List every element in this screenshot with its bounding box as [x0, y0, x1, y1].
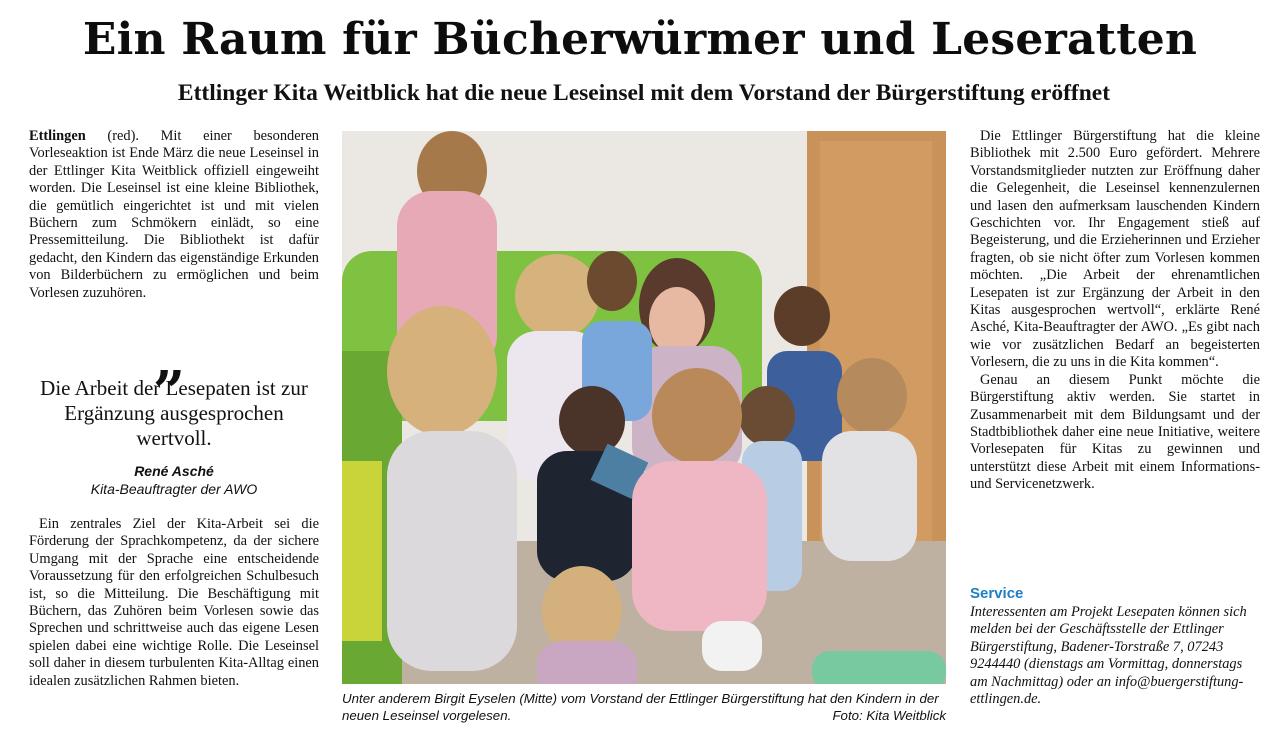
- article-body-column-right: [970, 128, 1260, 494]
- photo-illustration: [342, 131, 946, 684]
- headline: Ein Raum für Bücherwürmer und Leseratten: [82, 14, 1198, 65]
- photo-caption-block: [342, 690, 946, 724]
- quote-author-role: Kita-Beauftragter der AWO: [90, 481, 258, 497]
- service-text: Interessenten am Projekt Lesepaten können sich melden bei der Geschäftsstelle der Ettlinger Bürgerstiftung, Badener-Torstraße 7, 07243 9244440 (dienstags am Vormittag, donnerstags am Nachmittag) oder an info@buergerstiftung-ettlingen.de.: [970, 604, 1247, 708]
- pull-quote: Die Arbeit der Lesepaten ist zur Ergänzung ausgesprochen wertvoll.: [40, 376, 308, 450]
- article-intro-column: [29, 128, 319, 302]
- subheadline: Ettlinger Kita Weitblick hat die neue Leseinsel mit dem Vorstand der Bürgerstiftung eröffnet: [177, 80, 1111, 106]
- service-title: Service: [970, 585, 1024, 602]
- quote-mark: „: [153, 327, 187, 393]
- article-body-column-left: [29, 516, 319, 690]
- photo-caption: Unter anderem Birgit Eyselen (Mitte) vom Vorstand der Ettlinger Bürgerstiftung hat den Kindern in der neuen Leseinsel vorgelesen.: [342, 691, 939, 723]
- body-paragraph-4: Genau an diesem Punkt möchte die Bürgerstiftung aktiv werden. Sie startet in Zusammenarbeit mit dem Bildungsamt und der Stadtbibliothek daher eine neue Initiative, weitere Vorlesepaten für Kitas zu gewinnen und unterstützt diese Arbeit mit einem Informations- und Servicenetzwerk.: [970, 371, 1260, 493]
- dateline: Ettlingen: [29, 128, 86, 144]
- body-paragraph-2: Ein zentrales Ziel der Kita-Arbeit sei die Förderung der Sprachkompetenz, da der sichere Umgang mit der Sprache eine entscheidende Voraussetzung für den erfolgreichen Schulbesuch ist, so die Mitteilung. Die Beschäftigung mit Büchern, das Zuhören beim Vorlesen sowie das Sprechen und schrittweise auch das eigene Lesen spielen dabei eine wichtige Rolle. Die Leseinsel soll daher in diesem turbulenten Kita-Alltag einen idealen zusätzlichen Rahmen bieten.: [29, 516, 319, 689]
- body-paragraph-3: Die Ettlinger Bürgerstiftung hat die kleine Bibliothek mit 2.500 Euro gefördert. Mehrere Vorstandsmitglieder nutzten zur Eröffnung daher die Gelegenheit, die Leseinsel kennenzulernen und lasen den aufmerksam lauschenden Kindern Geschichten vor. Ihr Engagement stieß auf Begeisterung, und die Erzieherinnen und Erzieher fragten, ob sie nicht öfter zum Vorlesen kommen möchten. „Die Arbeit der ehrenamtlichen Lesepaten ist zur Ergänzung der Arbeit in den Kitas ausgesprochen wertvoll“, erklärte René Asché, Kita-Beauftragter der AWO. „Es gibt nach wie vor zusätzlichen Bedarf an begeisterten Vorlesern, die zu uns in die Kita kommen“.: [970, 128, 1260, 371]
- intro-text: (red). Mit einer besonderen Vorleseaktion ist Ende März die neue Leseinsel in der Ettlinger Kita Weitblick offiziell eingeweiht worden. Die Leseinsel ist eine kleine Bibliothek, die gemütlich eingerichtet ist und mit vielen Büchern zum Schmökern einlädt, so eine Pressemitteilung. Die Bibliothekt ist dafür gedacht, den Kindern das eigenständige Erkunden von Bilderbüchern zu ermöglichen und beim Vorlesen zuzuhören.: [29, 128, 319, 301]
- intro-paragraph: [29, 128, 319, 302]
- article-photo: [342, 131, 946, 684]
- photo-credit: Foto: Kita Weitblick: [832, 708, 946, 723]
- quote-author: René Asché: [134, 463, 214, 479]
